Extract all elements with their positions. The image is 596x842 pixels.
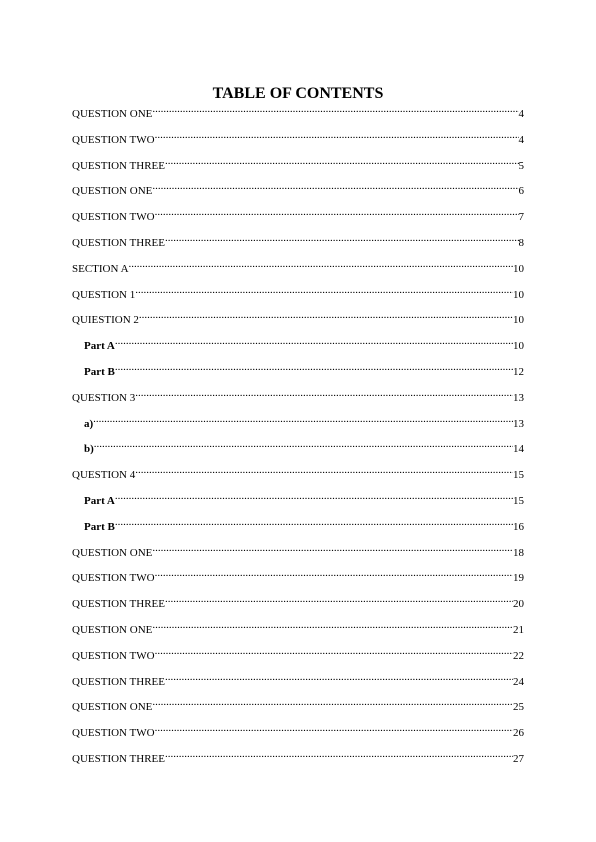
toc-entry[interactable]	[72, 232, 524, 258]
toc-entry-page-number: 10	[513, 262, 524, 275]
dot-leader	[165, 155, 519, 169]
toc-entry[interactable]	[72, 593, 524, 619]
toc-entry-label: Part A	[84, 494, 115, 507]
toc-entry-label: QUESTION TWO	[72, 727, 155, 740]
toc-entry-page-number: 15	[513, 494, 524, 507]
dot-leader	[165, 593, 513, 607]
toc-entry-label: QUESTION ONE	[72, 108, 153, 120]
toc-entry-page-number: 4	[518, 108, 524, 120]
toc-entry[interactable]	[72, 387, 524, 413]
toc-entry-label: QUESTION 1	[72, 288, 136, 301]
dot-leader	[155, 567, 513, 581]
toc-entry[interactable]	[72, 103, 524, 129]
toc-entry[interactable]	[72, 490, 524, 516]
dot-leader	[165, 232, 519, 246]
dot-leader	[155, 129, 519, 143]
toc-entry[interactable]	[72, 464, 524, 490]
toc-entry-label: QUESTION THREE	[72, 675, 165, 688]
toc-entry-page-number: 13	[513, 417, 524, 430]
toc-entry-page-number: 22	[513, 649, 524, 662]
toc-entry[interactable]	[72, 155, 524, 181]
toc-entry[interactable]	[72, 206, 524, 232]
toc-entry-label: QUESTION ONE	[72, 623, 153, 636]
toc-entry-page-number: 21	[513, 623, 524, 636]
toc-entry-page-number: 10	[513, 314, 524, 327]
dot-leader	[93, 413, 513, 427]
dot-leader	[129, 258, 513, 272]
toc-entry[interactable]	[72, 438, 524, 464]
dot-leader	[152, 696, 513, 710]
toc-entry[interactable]	[72, 413, 524, 439]
dot-leader	[115, 361, 513, 375]
toc-entry-label: QUESTION ONE	[72, 185, 153, 198]
toc-entry-page-number: 5	[518, 159, 524, 172]
dot-leader	[165, 671, 513, 685]
toc-entry[interactable]	[72, 671, 524, 697]
toc-entry[interactable]	[72, 284, 524, 310]
toc-entry-page-number: 6	[518, 185, 524, 198]
dot-leader	[155, 722, 513, 736]
toc-entry-page-number: 12	[513, 365, 524, 378]
dot-leader	[155, 645, 513, 659]
dot-leader	[135, 284, 513, 298]
toc-entry-label: QUESTION ONE	[72, 546, 153, 559]
toc-entry-label: QUIESTION 2	[72, 314, 139, 327]
table-of-contents	[72, 103, 524, 774]
toc-entry-label: QUESTION THREE	[72, 236, 165, 249]
toc-entry-page-number: 16	[513, 520, 524, 533]
toc-entry-page-number: 15	[513, 469, 524, 482]
toc-entry-page-number: 26	[513, 727, 524, 740]
dot-leader	[135, 387, 513, 401]
toc-entry-label: QUESTION THREE	[72, 598, 165, 611]
toc-entry-page-number: 18	[513, 546, 524, 559]
toc-entry-label: SECTION A	[72, 262, 129, 275]
toc-entry[interactable]	[72, 542, 524, 568]
toc-entry-page-number: 4	[518, 133, 524, 146]
toc-entry-label: a)	[84, 417, 94, 430]
toc-entry-label: QUESTION TWO	[72, 649, 155, 662]
dot-leader	[165, 748, 513, 762]
toc-entry-page-number: 19	[513, 572, 524, 585]
dot-leader	[152, 542, 513, 556]
toc-entry-page-number: 14	[513, 443, 524, 456]
toc-entry[interactable]	[72, 258, 524, 284]
toc-entry[interactable]	[72, 619, 524, 645]
toc-entry-label: Part B	[84, 365, 115, 378]
toc-entry[interactable]	[72, 129, 524, 155]
toc-entry-label: QUESTION TWO	[72, 133, 155, 146]
toc-entry-page-number: 25	[513, 701, 524, 714]
toc-entry-label: QUESTION ONE	[72, 701, 153, 714]
toc-title: TABLE OF CONTENTS	[212, 85, 384, 102]
dot-leader	[115, 335, 513, 349]
toc-entry-label: QUESTION 3	[72, 391, 136, 404]
toc-entry-page-number: 10	[513, 288, 524, 301]
toc-entry-page-number: 8	[518, 236, 524, 249]
toc-entry[interactable]	[72, 696, 524, 722]
toc-entry-page-number: 24	[513, 675, 524, 688]
toc-entry-label: QUESTION THREE	[72, 159, 165, 172]
toc-entry[interactable]	[72, 309, 524, 335]
dot-leader	[94, 438, 513, 452]
toc-entry[interactable]	[72, 645, 524, 671]
toc-entry-label: QUESTION TWO	[72, 572, 155, 585]
dot-leader	[155, 206, 519, 220]
toc-entry[interactable]	[72, 567, 524, 593]
toc-entry-label: b)	[84, 443, 94, 456]
toc-entry-label: QUESTION THREE	[72, 752, 165, 765]
toc-entry-page-number: 7	[518, 211, 524, 224]
toc-entry-label: Part B	[84, 520, 115, 533]
toc-entry-page-number: 27	[513, 752, 524, 765]
dot-leader	[152, 103, 518, 117]
toc-entry[interactable]	[72, 335, 524, 361]
toc-entry[interactable]	[72, 180, 524, 206]
toc-entry-page-number: 10	[513, 340, 524, 353]
toc-entry[interactable]	[72, 516, 524, 542]
toc-entry[interactable]	[72, 722, 524, 748]
dot-leader	[152, 180, 518, 194]
toc-entry[interactable]	[72, 748, 524, 774]
toc-entry-page-number: 13	[513, 391, 524, 404]
dot-leader	[115, 516, 513, 530]
dot-leader	[135, 464, 513, 478]
toc-entry-page-number: 20	[513, 598, 524, 611]
toc-entry-label: Part A	[84, 340, 115, 353]
dot-leader	[139, 309, 513, 323]
toc-entry-label: QUESTION TWO	[72, 211, 155, 224]
dot-leader	[115, 490, 513, 504]
toc-entry[interactable]	[72, 361, 524, 387]
toc-entry-label: QUESTION 4	[72, 469, 136, 482]
dot-leader	[152, 619, 513, 633]
